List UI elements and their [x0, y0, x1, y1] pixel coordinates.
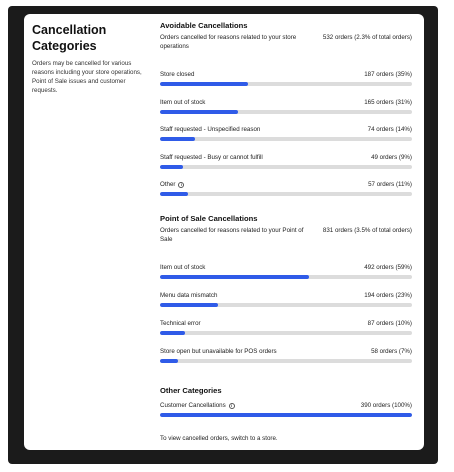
- progress-bar: [160, 303, 412, 307]
- category-label: [160, 98, 205, 107]
- category-row: [160, 153, 412, 169]
- category-label: [160, 291, 217, 300]
- progress-fill: [160, 303, 218, 307]
- section-0: [160, 20, 412, 188]
- category-label: [160, 319, 201, 328]
- category-row: [160, 180, 412, 196]
- section-1: [160, 213, 412, 355]
- category-row-line: [160, 153, 412, 162]
- category-row: [160, 319, 412, 335]
- category-label: [160, 347, 277, 356]
- category-value: 58 orders (7%): [371, 348, 412, 355]
- progress-bar: [160, 137, 412, 141]
- progress-bar: [160, 82, 412, 86]
- progress-fill: [160, 137, 195, 141]
- category-value: 87 orders (10%): [367, 320, 412, 327]
- category-name: Item out of stock: [160, 98, 206, 106]
- category-label: [160, 153, 263, 162]
- progress-bar: [160, 110, 412, 114]
- section-title: Point of Sale Cancellations: [160, 214, 258, 223]
- category-value: 390 orders (100%): [360, 402, 412, 409]
- progress-bar: [160, 331, 412, 335]
- info-icon[interactable]: i: [229, 403, 235, 409]
- section-summary: [160, 33, 412, 51]
- category-value: 165 orders (31%): [364, 98, 412, 106]
- progress-fill: [160, 192, 188, 196]
- category-name: Customer Cancellations: [160, 402, 226, 409]
- category-row: [160, 263, 412, 279]
- category-label: [160, 263, 205, 272]
- summary-description: Orders cancelled for reasons related to your store operations: [160, 34, 297, 50]
- progress-fill: [160, 359, 178, 363]
- category-name: Store open but unavailable for POS orders: [160, 348, 277, 355]
- page-description: Orders may be cancelled for various reasons including your store operations, Point of Sale issues and customer requests.: [32, 60, 142, 94]
- category-row: [160, 401, 412, 417]
- category-row-line: [160, 125, 412, 134]
- cancellation-categories-card: [24, 14, 424, 450]
- category-row: [160, 70, 412, 86]
- progress-fill: [160, 413, 412, 417]
- progress-fill: [160, 165, 183, 169]
- category-row-line: [160, 180, 412, 189]
- progress-fill: [160, 331, 185, 335]
- category-row-line: [160, 347, 412, 356]
- category-name: Technical error: [160, 320, 201, 327]
- progress-bar: [160, 165, 412, 169]
- category-label: [160, 125, 260, 134]
- info-icon[interactable]: i: [178, 182, 184, 188]
- progress-bar: [160, 192, 412, 196]
- category-name: Staff requested - Unspecified reason: [160, 126, 261, 133]
- category-value: 49 orders (9%): [371, 153, 412, 161]
- category-row-line: [160, 401, 412, 410]
- section-title: Other Categories: [160, 386, 222, 395]
- section-2: [160, 385, 412, 409]
- category-label: [160, 70, 194, 79]
- progress-bar: [160, 413, 412, 417]
- category-row: [160, 291, 412, 307]
- category-label: [160, 180, 184, 189]
- category-row-line: [160, 263, 412, 272]
- category-name: Menu data mismatch: [160, 292, 218, 299]
- progress-fill: [160, 275, 309, 279]
- category-value: 57 orders (11%): [368, 181, 412, 188]
- footer-note: To view cancelled orders, switch to a store.: [160, 435, 278, 442]
- category-row-line: [160, 70, 412, 79]
- category-value: 187 orders (35%): [364, 71, 412, 78]
- section-title: Avoidable Cancellations: [160, 21, 248, 30]
- category-row-line: [160, 319, 412, 328]
- category-name: Staff requested - Busy or cannot fulfill: [160, 153, 263, 161]
- progress-bar: [160, 275, 412, 279]
- category-row-line: [160, 98, 412, 107]
- summary-value: 831 orders (3.5% of total orders): [322, 227, 412, 234]
- section-summary: [160, 226, 412, 244]
- category-row: [160, 98, 412, 114]
- category-value: 492 orders (59%): [364, 264, 412, 271]
- category-label: [160, 401, 235, 410]
- progress-fill: [160, 82, 248, 86]
- page-title: Cancellation Categories: [32, 23, 107, 53]
- category-value: 74 orders (14%): [367, 126, 412, 133]
- category-name: Other: [160, 181, 176, 188]
- summary-value: 532 orders (2.3% of total orders): [322, 34, 412, 41]
- progress-fill: [160, 110, 238, 114]
- category-value: 194 orders (23%): [364, 292, 412, 299]
- category-row-line: [160, 291, 412, 300]
- progress-bar: [160, 359, 412, 363]
- left-panel: [32, 22, 150, 95]
- category-name: Store closed: [160, 71, 195, 78]
- category-row: [160, 347, 412, 363]
- summary-description: Orders cancelled for reasons related to your Point of Sale: [160, 227, 304, 243]
- category-name: Item out of stock: [160, 264, 206, 271]
- category-row: [160, 125, 412, 141]
